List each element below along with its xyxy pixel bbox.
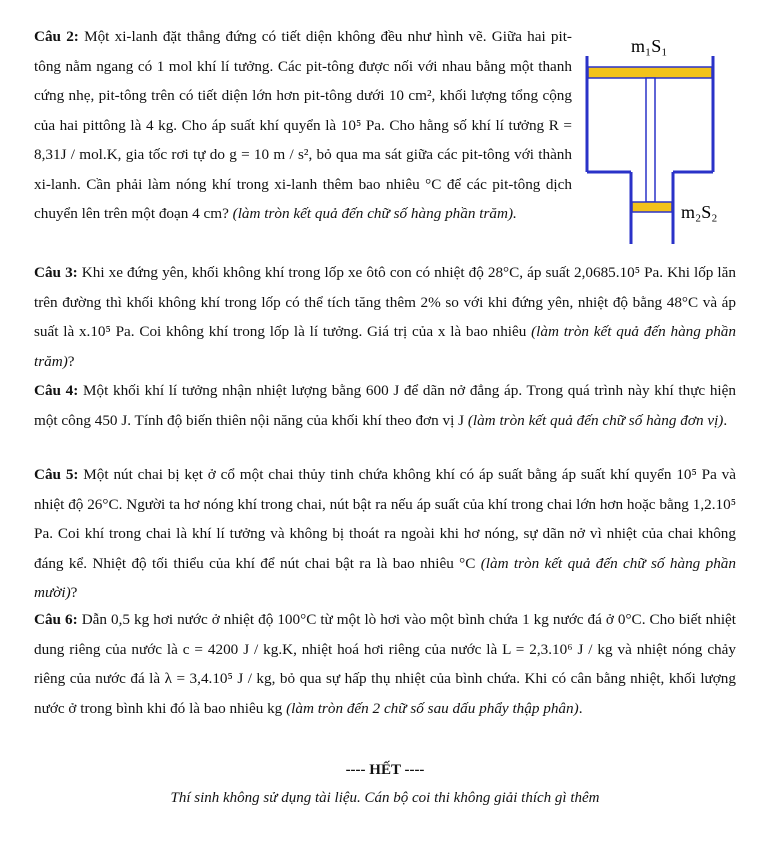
question-2-text: Một xi-lanh đặt thẳng đứng có tiết diện không đều như hình vẽ. Giữa hai pit-tông nằm ngang có 1 mol khí lí tưởng. Các pit-tông được nối với nhau bằng một thanh cứng nhẹ, pit-tông trên có tiết diện lớn hơn pit-tông dưới 10 cm², khối lượng tổng cộng của hai pittông là 4 kg. Cho áp suất khí quyển là 10⁵ Pa. Cho hằng số khí lí tưởng R = 8,31J / mol.K, gia tốc rơi tự do g = 10 m / s², bỏ qua ma sát giữa các pit-tông với thành xi-lanh. Cần phải làm nóng khí trong xi-lanh thêm bao nhiêu °C để các pit-tông dịch chuyển lên trên một đoạn 4 cm? <box>34 28 572 222</box>
question-3-tail: ? <box>67 352 75 370</box>
question-6-text: Dẫn 0,5 kg hơi nước ở nhiệt độ 100°C từ một lò hơi vào một bình chứa 1 kg nước đá ở 0°C. Cho biết nhiệt dung riêng của nước là c = 4200 J / kg.K, nhiệt hoá hơi riêng của nước là L = 2,3.10⁶ J / kg và nhiệt nóng chảy riêng của nước đá là λ = 3,4.10⁵ J / kg, bỏ qua sự hấp thụ nhiệt của bình chứa. Khi có cân bằng nhiệt, khối lượng nước ở trong bình khi đó là bao nhiêu kg <box>34 611 736 717</box>
question-2 <box>34 22 572 229</box>
question-4 <box>34 376 736 435</box>
question-6 <box>34 605 736 723</box>
question-4-label: Câu 4: <box>34 382 79 399</box>
question-3-text: Khi xe đứng yên, khối không khí trong lốp xe ôtô con có nhiệt độ 28°C, áp suất 2,0685.10⁵ Pa. Khi lốp lăn trên đường thì khối không khí trong lốp có thể tích tăng thêm 2% so với khi đứng yên, nhiệt độ bằng 48°C và áp suất là x.10⁵ Pa. Coi không khí trong lốp là lí tưởng. Giá trị của x là bao nhiêu <box>34 264 736 340</box>
label-m1s1: m₁S₁ <box>631 36 668 56</box>
question-2-label: Câu 2: <box>34 28 79 45</box>
question-4-text: Một khối khí lí tưởng nhận nhiệt lượng bằng 600 J để dãn nở đẳng áp. Trong quá trình này khí thực hiện một công 450 J. Tính độ biến thiên nội năng của khối khí theo đơn vị J <box>34 382 736 429</box>
question-2-note: (làm tròn kết quả đến chữ số hàng phần trăm). <box>228 205 517 222</box>
question-6-label: Câu 6: <box>34 611 78 628</box>
question-6-note: (làm tròn đến 2 chữ số sau dấu phẩy thập phân) <box>282 699 579 717</box>
question-3-note: (làm tròn kết quả đến hàng phần trăm) <box>34 323 736 370</box>
question-5 <box>34 460 736 608</box>
question-5-text: Một nút chai bị kẹt ở cổ một chai thủy tinh chứa không khí có áp suất bằng áp suất khí quyển 10⁵ Pa và nhiệt độ 26°C. Người ta hơ nóng khí trong chai, nút bật ra nếu áp suất của khí trong chai lớn hơn hoặc bằng 1,2.10⁵ Pa. Coi khí trong chai là khí lí tưởng và không bị thoát ra ngoài khi hơ nóng, sự dãn nở vì nhiệt của chai không đáng kể. Nhiệt độ tối thiểu của khí để nút chai bật ra là bao nhiêu °C <box>34 466 736 572</box>
question-5-tail: ? <box>70 584 78 601</box>
label-m2s2: m₂S₂ <box>681 202 718 222</box>
piston-cylinder-diagram <box>583 22 733 262</box>
footer-note: Thí sinh không sử dụng tài liệu. Cán bộ coi thi không giải thích gì thêm <box>170 790 600 806</box>
question-4-tail: . <box>723 411 728 429</box>
connecting-rod <box>646 78 655 202</box>
upper-piston <box>588 67 712 78</box>
question-5-label: Câu 5: <box>34 466 79 483</box>
question-3-label: Câu 3: <box>34 264 78 281</box>
question-3 <box>34 258 736 376</box>
end-marker: ---- HẾT ---- <box>345 762 425 778</box>
question-4-note: (làm tròn kết quả đến chữ số hàng đơn vị) <box>464 411 724 429</box>
lower-piston <box>632 202 672 212</box>
question-5-note: (làm tròn kết quả đến chữ số hàng phần mười) <box>34 554 736 601</box>
question-6-tail: . <box>578 699 583 717</box>
